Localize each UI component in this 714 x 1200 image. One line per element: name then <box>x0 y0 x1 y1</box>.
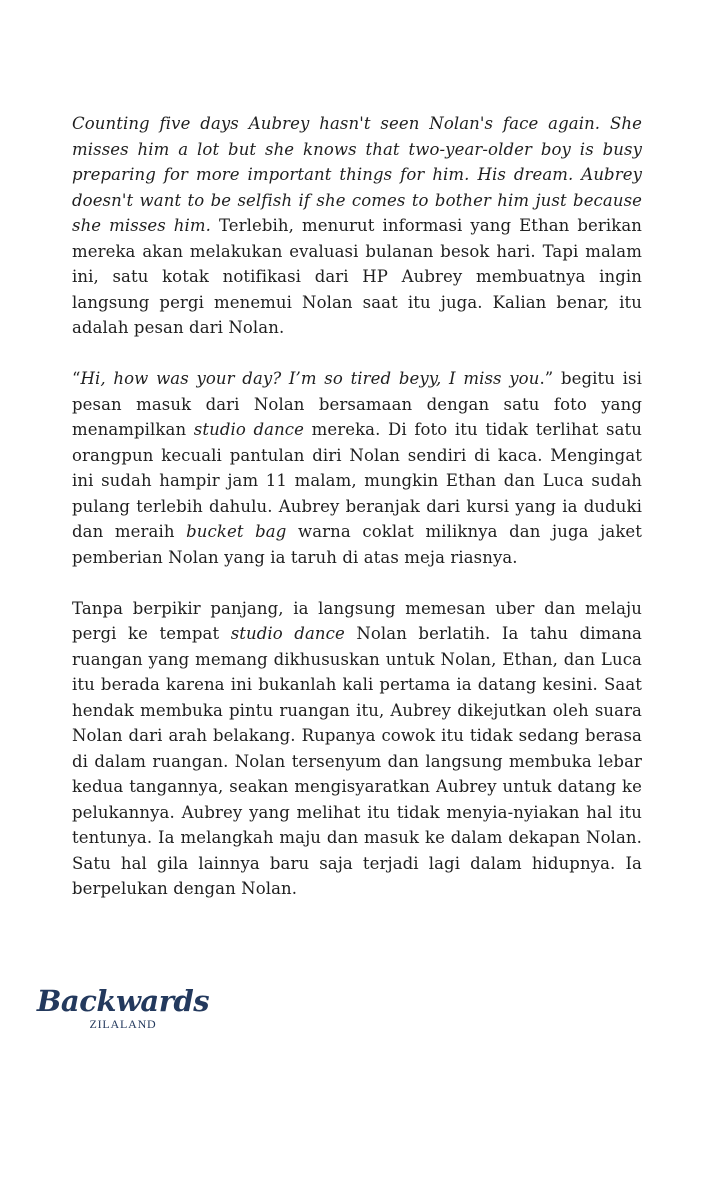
paragraph-3 <box>72 596 642 902</box>
text-run: .” begitu isi pesan masuk dari Nolan bersamaan dengan satu foto yang menampilkan <box>72 369 642 439</box>
text-run: studio dance <box>230 624 345 643</box>
text-run: mereka. Di foto itu tidak terlihat satu orangpun kecuali pantulan diri Nolan sendiri di kaca. Mengingat ini sudah hampir jam 11 malam, mungkin Ethan dan Luca sudah pulang terlebih dahulu. Aubrey beranjak dari kursi yang ia duduki dan meraih <box>72 420 642 541</box>
paragraph-1 <box>72 111 642 341</box>
text-run: studio dance <box>193 420 305 439</box>
text-run: Tanpa berpikir panjang, ia langsung memesan uber dan melaju pergi ke tempat <box>72 598 642 643</box>
paragraph-2 <box>72 366 642 570</box>
story-text <box>72 111 642 902</box>
text-run: Counting five days Aubrey hasn't seen Nolan's face again. She misses him a lot but she knows that two-year-older boy is busy preparing for more important things for him. His dream. Aubrey doesn't want to be selfish if she comes to bother him just because she misses him. <box>72 114 642 235</box>
logo-subtitle: ZILALAND <box>89 1017 157 1031</box>
text-run: bucket bag <box>186 522 287 541</box>
logo-title: Backwards <box>36 984 210 1018</box>
text-run: Terlebih, menurut informasi yang Ethan berikan mereka akan melakukan evaluasi bulanan besok hari. Tapi malam ini, satu kotak notifikasi dari HP Aubrey membuatnya ingin langsung pergi menemui Nolan saat itu juga. Kalian benar, itu adalah pesan dari Nolan. <box>72 216 643 337</box>
text-run: Nolan berlatih. Ia tahu dimana ruangan yang memang dikhususkan untuk Nolan, Ethan, dan Luca itu berada karena ini bukanlah kali pertama ia datang kesini. Saat hendak membuka pintu ruangan itu, Aubrey dikejutkan oleh suara Nolan dari arah belakang. Rupanya cowok itu tidak sedang berasa di dalam ruangan. Nolan tersenyum dan langsung membuka lebar kedua tangannya, seakan mengisyaratkan Aubrey untuk datang ke pelukannya. Aubrey yang melihat itu tidak menyia-nyiakan hal itu tentunya. Ia melangkah maju dan masuk ke dalam dekapan Nolan. Satu hal gila lainnya baru saja terjadi lagi dalam hidupnya. Ia berpelukan dengan Nolan. <box>72 624 642 898</box>
brand-logo <box>33 985 213 1031</box>
text-run: Hi, how was your day? I’m so tired beyy, I miss you <box>80 369 540 388</box>
text-run: warna coklat miliknya dan juga jaket pemberian Nolan yang ia taruh di atas meja riasnya. <box>72 522 643 567</box>
text-run: “ <box>72 369 81 388</box>
